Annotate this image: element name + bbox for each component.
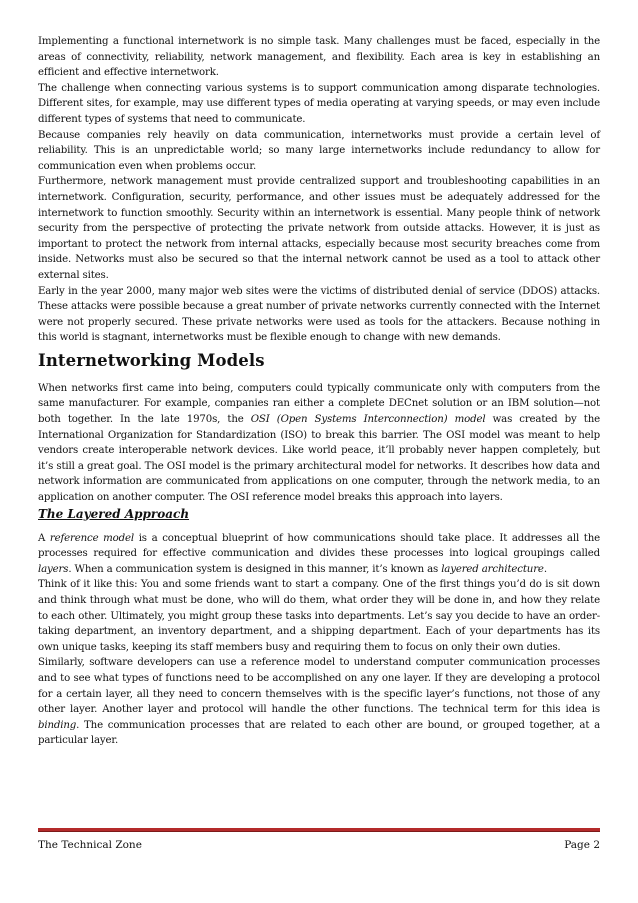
layered-text-a: A (38, 532, 50, 544)
layered-architecture-term: layered architecture (441, 563, 544, 575)
intro-paragraph-1: Implementing a functional internetwork is no simple task. Many challenges must be faced, especially in the areas of connectivity, reliability, network management, and flexibility. Each area is key in establishing an efficient and effective internetwork. (38, 36, 600, 79)
intro-paragraph-4: Furthermore, network management must provide centralized support and troubleshooting capabilities in an internetwork. Configuration, security, performance, and other issues must be adequately addressed for the internetwork to function smoothly. Security within an internetwork is essential. Many people think of network security from the perspective of protecting the private network from outside attacks. However, it is just as important to protect the network from internal attacks, especially because most security breaches come from inside. Networks must also be secured so that the internal network cannot be used as a tool to attack other external sites. (38, 176, 600, 281)
binding-term: binding (38, 719, 77, 731)
document-body (38, 34, 600, 749)
layered-paragraph-1 (38, 531, 600, 578)
models-text-a: When networks first came into being, computers could typically communicate only with computers from the same manufacturer. For example, companies ran either a complete DECnet solution or an IBM solution—not both together. In the late 1970s, the (38, 382, 600, 426)
footer-divider (38, 828, 600, 832)
models-text-b: was created by the International Organization for Standardization (ISO) to break this barrier. The OSI model was meant to help vendors create interoperable network devices. Like world peace, it’ll probably never happen completely, but it’s still a great goal. The OSI model is the primary architectural model for networks. It describes how data and network information are communicated from applications on one computer, through the network media, to an application on another computer. The OSI reference model breaks this approach into layers. (38, 414, 600, 504)
subsection-heading-layered-approach: The Layered Approach (38, 506, 190, 521)
layered-p3-text-a: Similarly, software developers can use a reference model to understand computer communication processes and to see what types of functions need to be accomplished on any one layer. If they are developing a protocol for a certain layer, all they need to concern themselves with is the specific layer’s functions, not those of any other layer. Another layer and protocol will handle the other functions. The technical term for this idea is (38, 657, 600, 716)
layered-paragraph-2: Think of it like this: You and some friends want to start a company. One of the first things you’d do is sit down and think through what must be done, who will do them, what order they will be done in, and how they relate to each other. Ultimately, you might group these tasks into departments. Let’s say you decide to have an order-taking department, an inventory department, and a shipping department. Each of your departments has its own unique tasks, keeping its staff members busy and requiring them to focus on only their own duties. (38, 579, 600, 653)
footer-title: The Technical Zone (38, 839, 142, 851)
section-heading-internetworking-models: Internetworking Models (38, 350, 265, 370)
intro-paragraph-2: The challenge when connecting various systems is to support communication among disparate technologies. Different sites, for example, may use different types of media operating at varying speeds, or may even include different types of systems that need to communicate. (38, 82, 600, 125)
layered-paragraph-3 (38, 655, 600, 749)
layers-term: layers (38, 563, 69, 575)
page-number: Page 2 (564, 839, 600, 851)
layered-text-d: . (543, 563, 547, 575)
models-paragraph-1 (38, 381, 600, 506)
reference-model-term: reference model (49, 532, 134, 544)
intro-paragraph-5: Early in the year 2000, many major web sites were the victims of distributed denial of service (DDOS) attacks. These attacks were possible because a great number of private networks currently connected with the Internet were not properly secured. These private networks were used as tools for the attackers. Because nothing in this world is stagnant, internetworks must be flexible enough to change with new demands. (38, 285, 600, 344)
layered-text-b: is a conceptual blueprint of how communications should take place. It addresses all the processes required for effective communication and divides these processes into logical groupings called (38, 532, 600, 560)
osi-model-term: OSI (Open Systems Interconnection) model (250, 414, 486, 426)
page-footer (38, 838, 600, 852)
layered-p3-text-b: . The communication processes that are related to each other are bound, or grouped together, at a particular layer. (38, 719, 600, 747)
layered-text-c: . When a communication system is designed in this manner, it’s known as (68, 563, 442, 575)
intro-paragraph-3: Because companies rely heavily on data communication, internetworks must provide a certain level of reliability. This is an unpredictable world; so many large internetworks include redundancy to allow for communication even when problems occur. (38, 129, 600, 172)
